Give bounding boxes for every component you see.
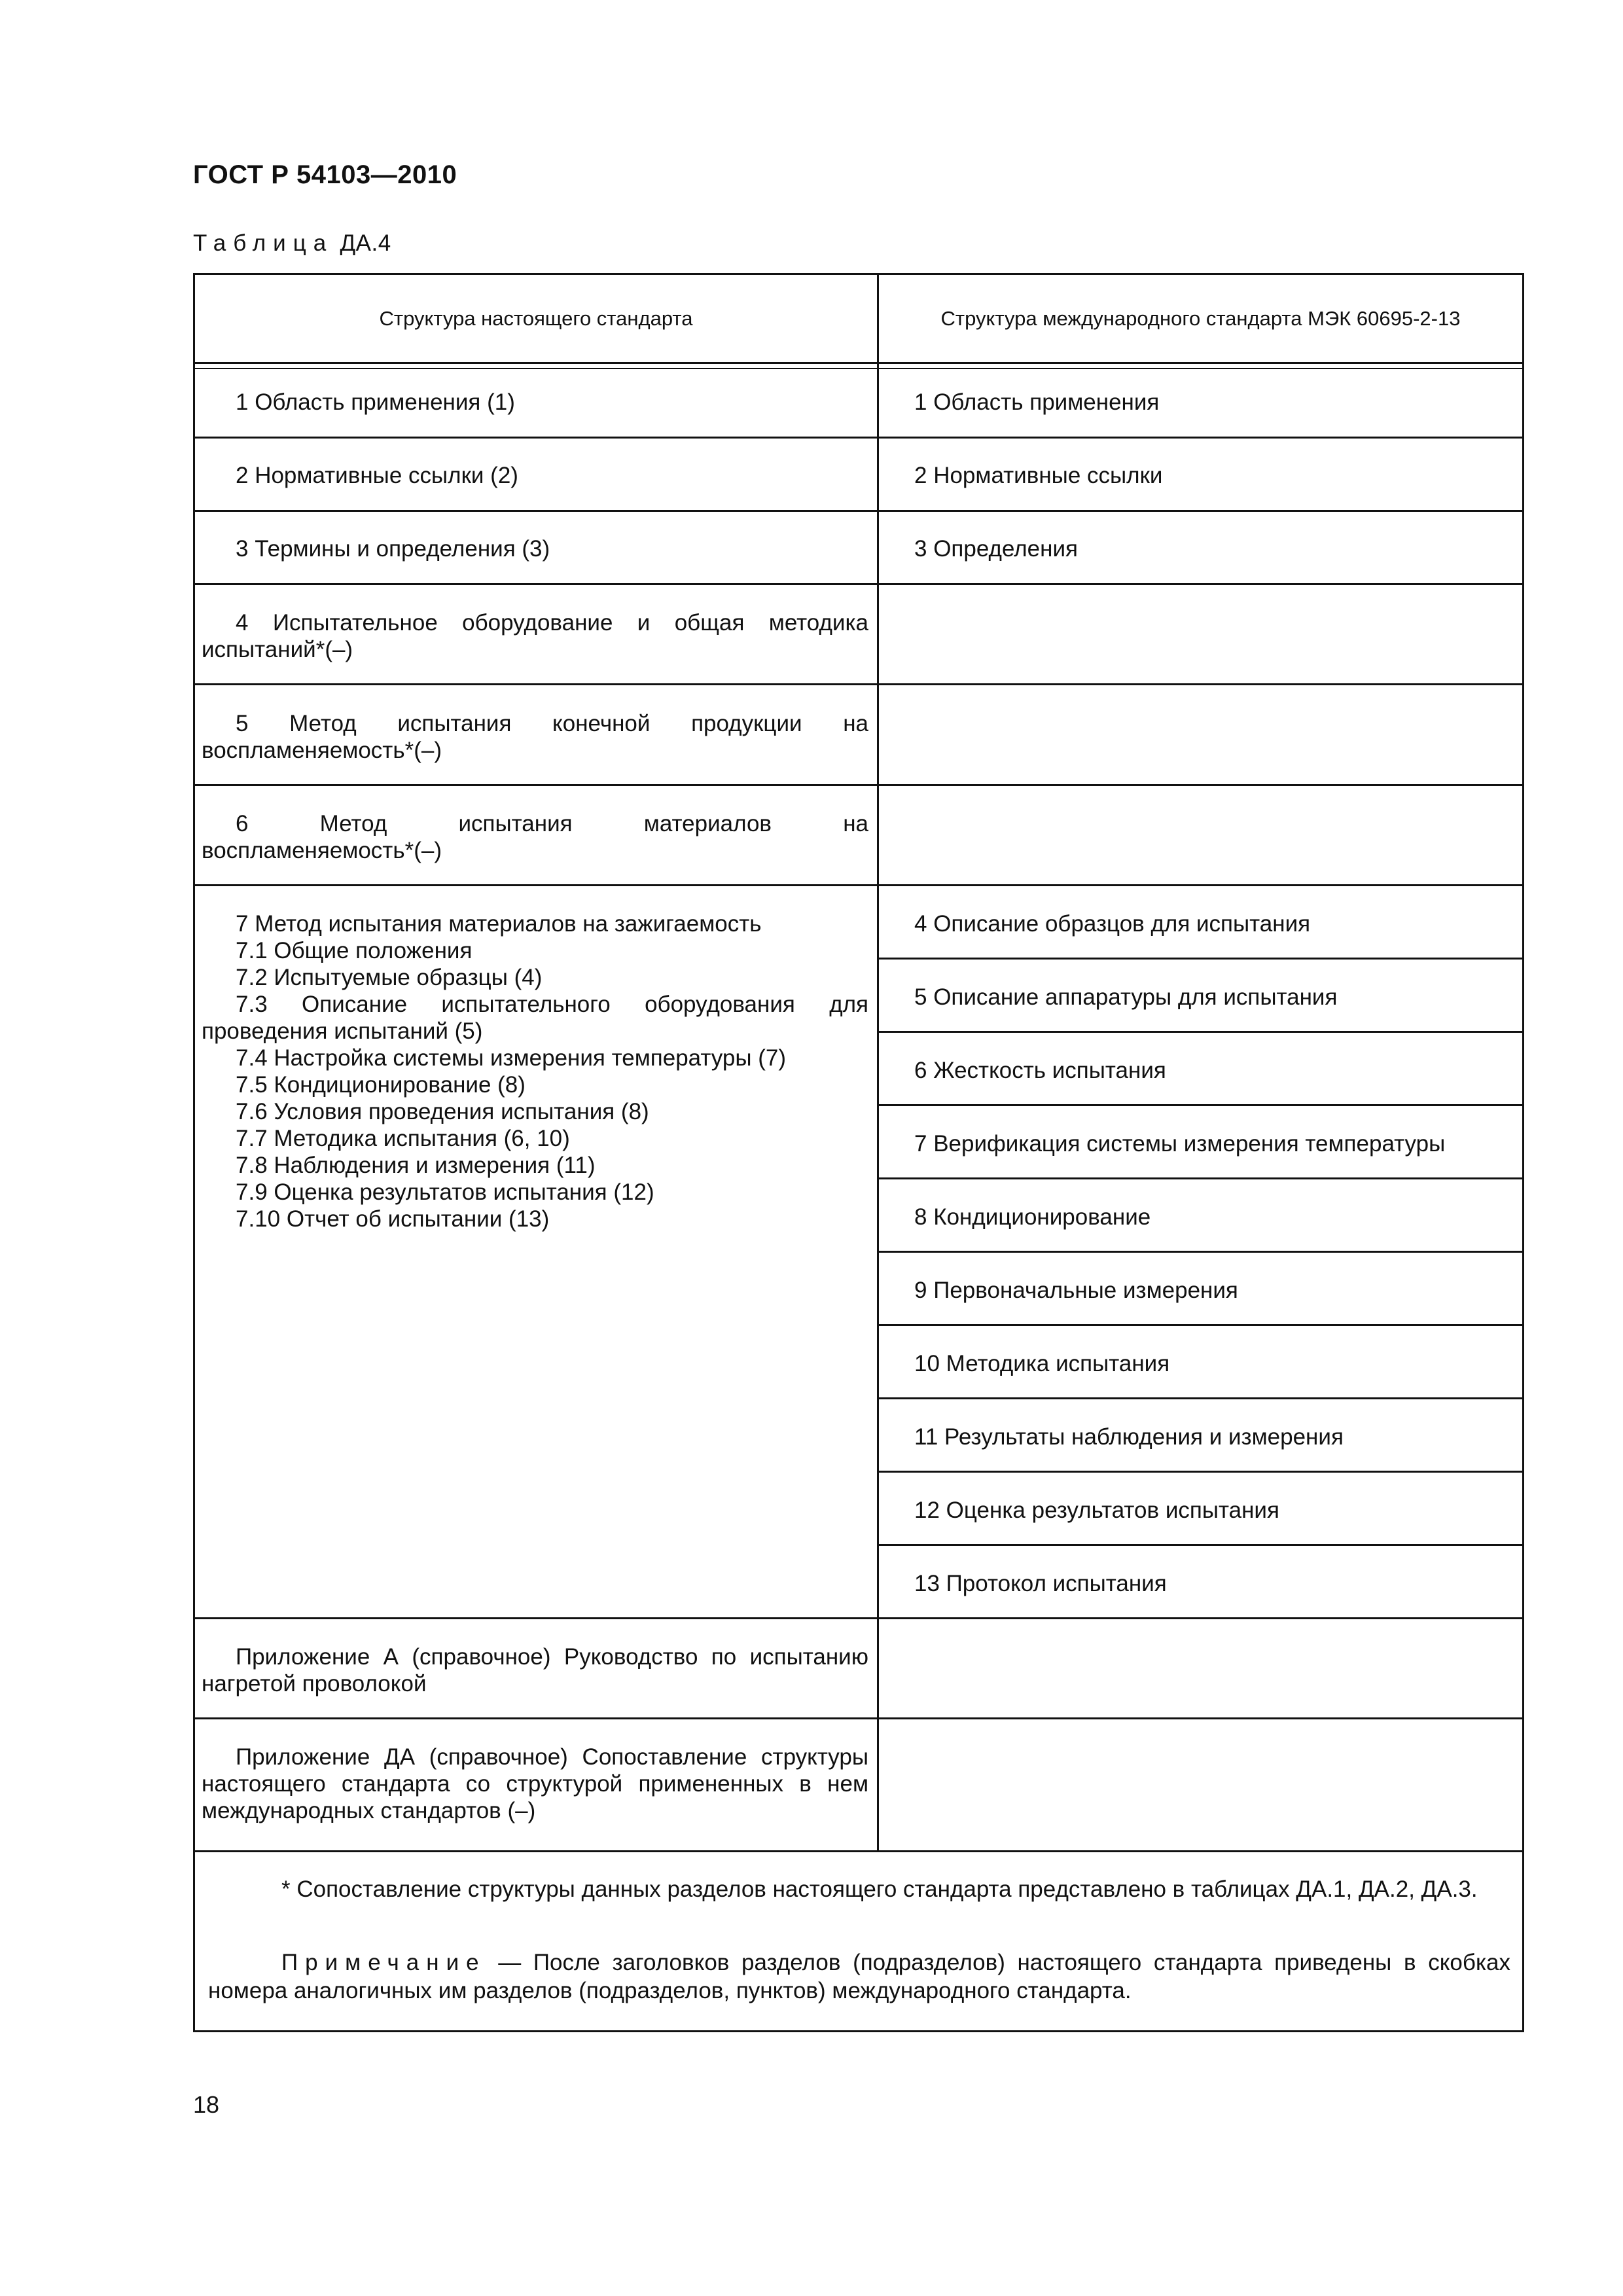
table-note [208,1948,1510,2005]
section-7-item: 7.3 Описание испытательного оборудования для проведения испытаний (5) [202,992,868,1044]
row-rule [193,1617,1524,1619]
row-rule [877,1251,1524,1253]
row-6-left: 6 Метод испытания материалов на воспламеняемость*(–) [202,811,868,863]
row-rule [877,1177,1524,1179]
section-7-left [200,910,868,1232]
section-7-item: 7.9 Оценка результатов испытания (12) [236,1179,654,1205]
table-caption-word: Таблица [193,230,334,256]
row-3-left: 3 Термины и определения (3) [236,536,550,562]
row-rule [877,1104,1524,1106]
table-caption-number: ДА.4 [340,230,391,256]
row-1-left: 1 Область применения (1) [236,389,515,415]
row-rule [193,437,1524,439]
section-7-item: 7.10 Отчет об испытании (13) [236,1206,550,1232]
row-rule [877,1471,1524,1473]
section-7-item: 7.6 Условия проведения испытания (8) [236,1099,649,1124]
row-3-right: 3 Определения [914,536,1078,562]
section-7-right-item: 6 Жесткость испытания [914,1058,1166,1083]
row-rule [193,683,1524,685]
row-rule [193,884,1524,886]
section-7-right-item: 13 Протокол испытания [914,1571,1167,1596]
annex-a-left: Приложение А (справочное) Руководство по испытанию нагретой проволокой [202,1644,868,1696]
note-text: — После заголовков разделов (подразделов) настоящего стандарта приведены в скобках номера аналогичных им разделов (подразделов, пунктов) международного стандарта. [208,1950,1510,2003]
section-7-item: 7.2 Испытуемые образцы (4) [236,965,543,990]
row-1-right: 1 Область применения [914,389,1160,415]
annex-da-left: Приложение ДА (справочное) Сопоставление структуры настоящего стандарта со структурой примененных в нем международных стандартов (–) [202,1744,868,1823]
row-rule [877,958,1524,960]
section-7-right-item: 10 Методика испытания [914,1351,1170,1376]
header-rule-2 [193,368,1524,369]
page-number: 18 [193,2091,220,2118]
header-rule [193,362,1524,364]
row-rule [877,1544,1524,1546]
table-caption [193,230,391,257]
section-7-title: 7 Метод испытания материалов на зажигаемость [236,911,762,937]
section-7-right-item: 12 Оценка результатов испытания [914,1498,1279,1523]
row-rule [877,1324,1524,1326]
section-7-item: 7.1 Общие положения [236,938,473,963]
row-2-left: 2 Нормативные ссылки (2) [236,463,518,488]
section-7-item: 7.7 Методика испытания (6, 10) [236,1126,570,1151]
row-rule [877,1397,1524,1399]
document-id: ГОСТ Р 54103—2010 [193,160,457,189]
section-7-item: 7.8 Наблюдения и измерения (11) [236,1153,596,1178]
row-rule [193,583,1524,585]
section-7-item: 7.4 Настройка системы измерения температуры (7) [236,1045,787,1071]
row-5-left: 5 Метод испытания конечной продукции на воспламеняемость*(–) [202,711,868,763]
header-right: Структура международного стандарта МЭК 60695-2-13 [940,307,1461,330]
section-7-right-item: 5 Описание аппаратуры для испытания [914,984,1338,1010]
row-rule [193,784,1524,786]
section-7-right-item: 8 Кондиционирование [914,1204,1151,1230]
section-7-item: 7.5 Кондиционирование (8) [236,1072,526,1098]
section-7-right-item: 11 Результаты наблюдения и измерения [914,1424,1344,1450]
row-rule [193,1717,1524,1719]
table-footnote: * Сопоставление структуры данных разделов настоящего стандарта представлено в таблицах ДА.1, ДА.2, ДА.3. [281,1876,1478,1902]
header-left: Структура настоящего стандарта [379,307,693,330]
row-4-left: 4 Испытательное оборудование и общая методика испытаний*(–) [202,610,868,662]
row-rule [877,1031,1524,1033]
section-7-right-item: 7 Верификация системы измерения температуры [914,1131,1446,1157]
row-rule [193,1850,1524,1852]
section-7-right-item: 4 Описание образцов для испытания [914,911,1311,937]
row-2-right: 2 Нормативные ссылки [914,463,1163,488]
row-rule [193,510,1524,512]
section-7-right-item: 9 Первоначальные измерения [914,1278,1238,1303]
note-label: Примечание [281,1950,486,1975]
